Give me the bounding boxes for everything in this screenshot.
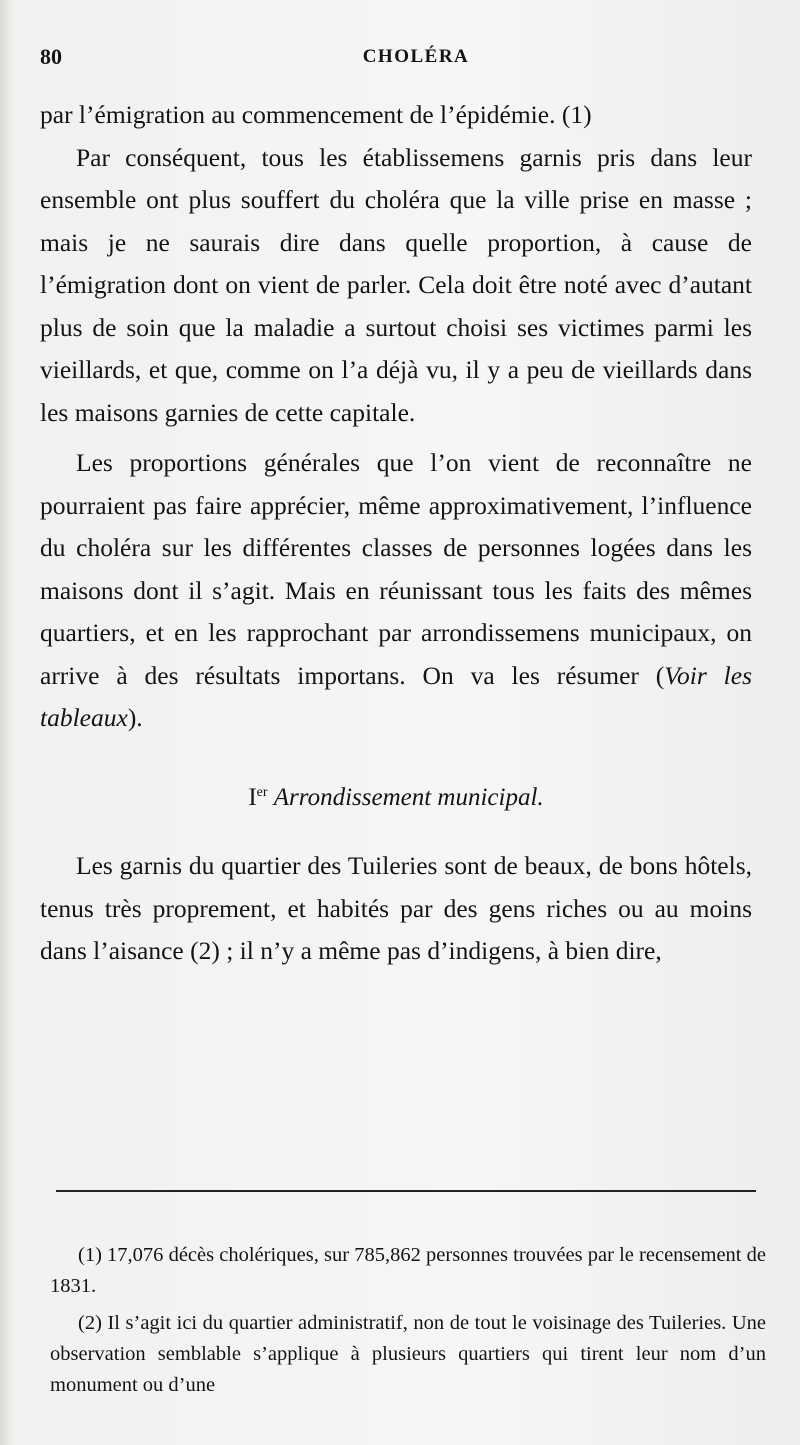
footnote: (2) Il s’agit ici du quartier administratif, non de tout le voisinage des Tuileries. Une observation semblable s’applique à plusieurs quartiers qui tirent leur nom d’un monument ou d’une — [50, 1312, 766, 1396]
running-title: CHOLÉRA — [362, 46, 470, 67]
section-heading — [40, 772, 752, 820]
paragraph: Les proportions générales que l’on vient de reconnaître ne pourraient pas faire apprécier, même approximativement, l’influence du choléra sur les différentes classes de personnes logées dans les maisons dont il s’agit. Mais en réunissant tous les faits des mêmes quartiers, et en les rapprochant par arrondissemens municipaux, on arrive à des résultats importans. On va les résumer (Voir les tableaux). — [40, 448, 753, 732]
section-title: Arrondissement municipal. — [273, 783, 544, 811]
footnotes — [50, 1240, 766, 1407]
section-ordinal: I — [248, 783, 257, 811]
footnote: (1) 17,076 décès cholériques, sur 785,862 personnes trouvées par le recensement de 1831. — [50, 1244, 766, 1297]
paragraph: Les garnis du quartier des Tuileries sont de beaux, de bons hôtels, tenus très proprement, et habités par des gens riches ou au moins dans l’aisance (2) ; il n’y a même pas d’indigens, à bien dire, — [40, 851, 752, 965]
footnote-divider — [56, 1190, 756, 1192]
paragraph-continuation: par l’émigration au commencement de l’épidémie. (1) — [40, 100, 592, 129]
paragraph-text: Les proportions générales que l’on vient de reconnaître ne pourraient pas faire apprécier, même approximativement, l’influence du choléra sur les différentes classes de personnes logées dans les maisons dont il s’agit. Mais en réunissant tous les faits des mêmes quartiers, et en les rapprochant par arrondissemens municipaux, on arrive à des résultats importans. On va les résumer — [40, 448, 752, 690]
page-number: 80 — [40, 44, 62, 69]
page-header — [36, 44, 756, 76]
main-text — [40, 94, 752, 973]
table-reference: Voir les tableaux — [40, 660, 753, 732]
paragraph: Par conséquent, tous les établissemens garnis pris dans leur ensemble ont plus souffert du choléra que la ville prise en masse ; mais je ne saurais dire dans quelle proportion, à cause de l’émigration dont on vient de parler. Cela doit être noté avec d’autant plus de soin que la maladie a surtout choisi ses victimes parmi les vieillards, et que, comme on l’a déjà vu, il y a peu de vieillards dans les maisons garnies de cette capitale. — [40, 142, 752, 427]
section-ordinal-sup: er — [256, 784, 268, 800]
